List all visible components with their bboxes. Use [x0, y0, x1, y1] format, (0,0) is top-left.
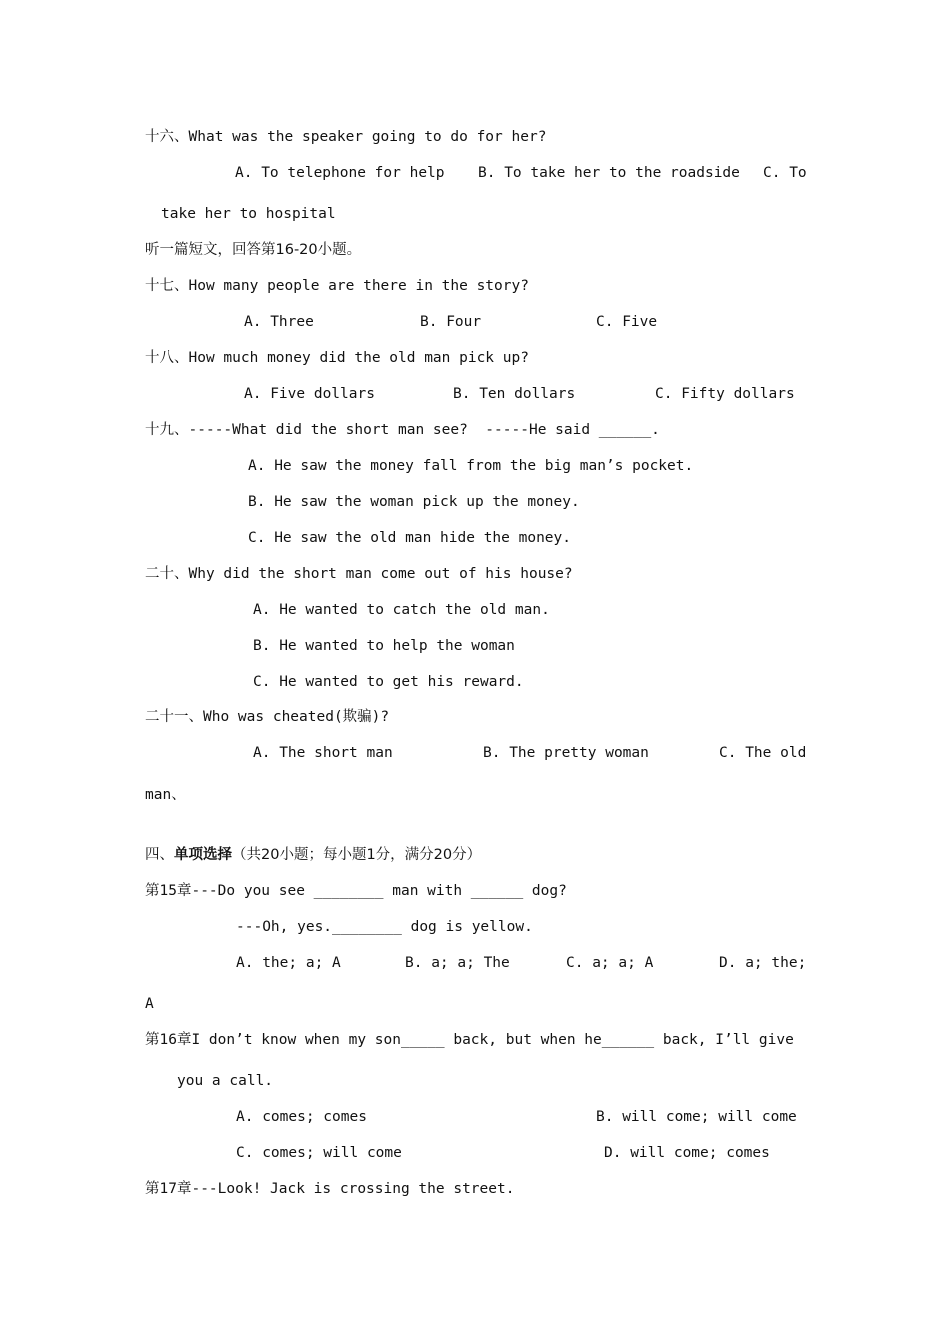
- question-21-option-b: B. The pretty woman: [483, 745, 649, 761]
- question-19-option-a: A. He saw the money fall from the big man’s pocket.: [248, 458, 694, 474]
- question-19-option-c: C. He saw the old man hide the money.: [248, 530, 572, 546]
- question-17-option-b: B. Four: [420, 314, 482, 330]
- choice-16-option-c: C. comes; will come: [236, 1145, 402, 1161]
- section-4-title: 单项选择: [174, 847, 232, 863]
- question-20-option-b: B. He wanted to help the woman: [253, 638, 515, 654]
- question-18-stem: 十八、How much money did the old man pick up?: [145, 350, 529, 366]
- choice-15-option-d: D. a; the;: [719, 955, 807, 971]
- choice-17-stem: 第17章---Look! Jack is crossing the street.: [145, 1181, 515, 1197]
- choice-15-option-a: A. the; a; A: [236, 955, 341, 971]
- question-17-option-c: C. Five: [596, 314, 658, 330]
- question-20-option-c: C. He wanted to get his reward.: [253, 674, 524, 690]
- question-16-option-b: B. To take her to the roadside: [478, 165, 740, 181]
- question-19-option-b: B. He saw the woman pick up the money.: [248, 494, 580, 510]
- question-17-option-a: A. Three: [244, 314, 314, 330]
- choice-16-option-b: B. will come; will come: [596, 1109, 797, 1125]
- question-21-stem: 二十一、Who was cheated(欺骗)?: [145, 709, 390, 725]
- choice-16-stem: 第16章I don’t know when my son_____ back, but when he______ back, I’ll give: [145, 1032, 794, 1048]
- question-21-option-c: C. The old: [719, 745, 807, 761]
- question-17-stem: 十七、How many people are there in the story?: [145, 278, 529, 294]
- choice-15-stem-reply: ---Oh, yes.________ dog is yellow.: [236, 919, 533, 935]
- section-4-scoring: （共20小题；每小题1分，满分20分）: [232, 847, 482, 863]
- question-18-option-a: A. Five dollars: [244, 386, 375, 402]
- section-4-heading: [145, 845, 481, 865]
- choice-16-option-d: D. will come; comes: [604, 1145, 770, 1161]
- section-4-number: 四、: [145, 847, 174, 863]
- choice-16-option-a: A. comes; comes: [236, 1109, 367, 1125]
- question-19-stem: 十九、-----What did the short man see? -----He said ______.: [145, 422, 660, 438]
- question-20-option-a: A. He wanted to catch the old man.: [253, 602, 550, 618]
- choice-15-option-d-continued: A: [145, 996, 154, 1012]
- question-16-option-a: A. To telephone for help: [235, 165, 445, 181]
- question-16-option-c: C. To: [763, 165, 807, 181]
- choice-16-stem-continued: you a call.: [177, 1073, 274, 1089]
- question-18-option-b: B. Ten dollars: [453, 386, 576, 402]
- question-20-stem: 二十、Why did the short man come out of his house?: [145, 566, 573, 582]
- choice-15-option-c: C. a; a; A: [566, 955, 654, 971]
- question-16-option-c-continued: take her to hospital: [161, 206, 336, 222]
- question-18-option-c: C. Fifty dollars: [655, 386, 795, 402]
- question-16-stem: 十六、What was the speaker going to do for her?: [145, 129, 547, 145]
- passage-instruction: 听一篇短文，回答第16-20小题。: [145, 242, 362, 258]
- question-21-option-a: A. The short man: [253, 745, 393, 761]
- choice-15-stem: 第15章---Do you see ________ man with ______ dog?: [145, 883, 567, 899]
- question-21-option-c-continued: man、: [145, 787, 186, 803]
- choice-15-option-b: B. a; a; The: [405, 955, 510, 971]
